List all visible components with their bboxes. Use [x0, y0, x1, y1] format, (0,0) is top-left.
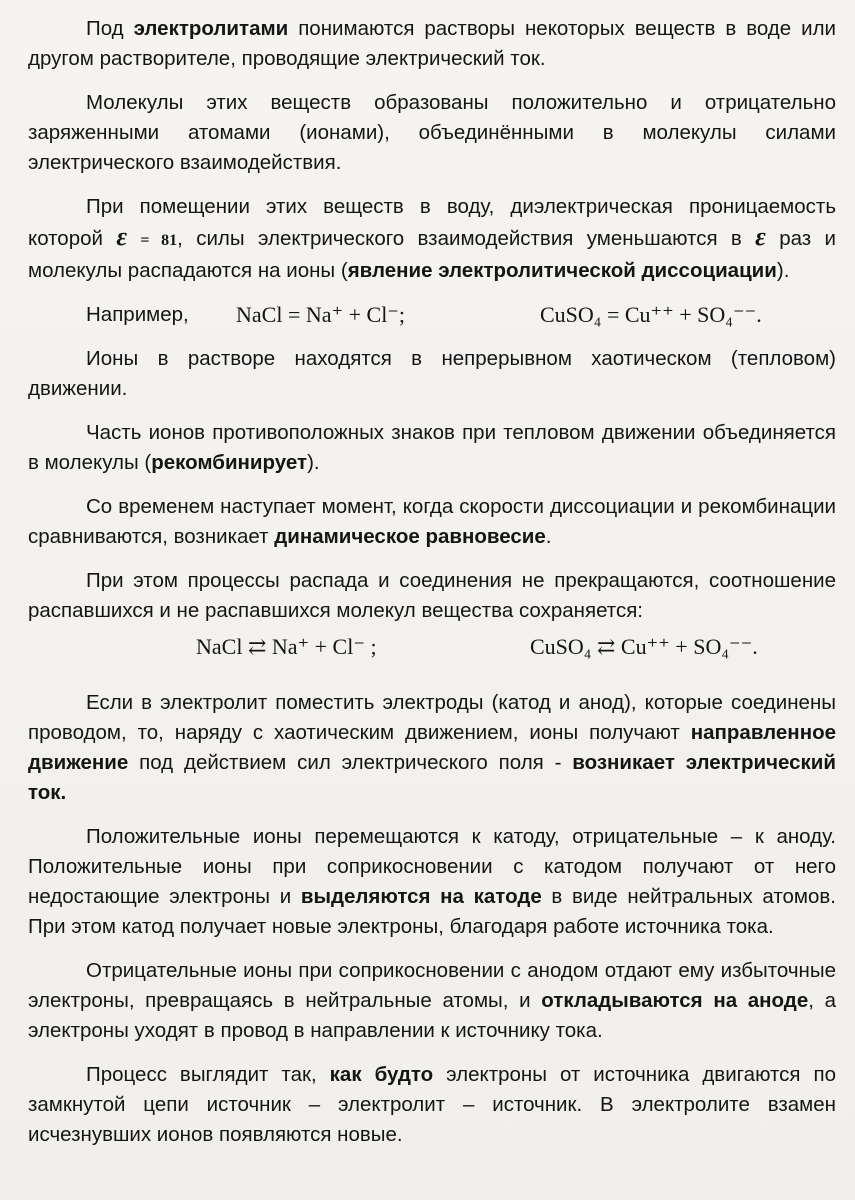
- example-lead: Например,: [86, 303, 189, 326]
- document-body: [28, 14, 836, 1164]
- epsilon-symbol: ε: [755, 222, 766, 251]
- term-deposited-on-anode: откладываются на аноде: [541, 989, 809, 1012]
- paragraph-dissociation: При помещении этих веществ в воду, диэлектрическая проницаемость которой ε = 81, силы электрического взаимодействия уменьшаются в ε раз и молекулы распадаются на ионы (явление электролитической диссоциации).: [28, 195, 836, 282]
- epsilon-symbol: ε: [116, 222, 127, 251]
- paragraph-electrolyte-definition: Под электролитами понимаются растворы некоторых веществ в воде или другом растворителе, проводящие электрический ток.: [28, 17, 836, 70]
- paragraph-electrodes: Если в электролит поместить электроды (катод и анод), которые соединены проводом, то, наряду с хаотическим движением, ионы получают направленное движение под действием сил электрического поля - возникает электрический ток.: [28, 691, 837, 804]
- term-directed-motion: направленное движение: [28, 721, 836, 774]
- paragraph-closed-circuit: Процесс выглядит так, как будто электроны от источника двигаются по замкнутой цепи источник – электролит – источник. В электролите взамен исчезнувших ионов появляются новые.: [28, 1063, 836, 1146]
- paragraph-cathode: Положительные ионы перемещаются к катоду, отрицательные – к аноду. Положительные ионы при соприкосновении с катодом получают от него недостающие электроны и выделяются на катоде в виде нейтральных атомов. При этом катод получает новые электроны, благодаря работе источника тока.: [28, 825, 836, 938]
- term-deposited-on-cathode: выделяются на катоде: [300, 885, 542, 908]
- equation-nacl-equilibrium: NaCl ⇄ Na⁺ + Cl⁻ ;: [196, 634, 377, 659]
- paragraph-anode: Отрицательные ионы при соприкосновении с анодом отдают ему избыточные электроны, превращаясь в нейтральные атомы, и откладываются на аноде, а электроны уходят в провод в направлении к источнику тока.: [28, 959, 837, 1042]
- term-electrolytic-dissociation: явление электролитической диссоциации: [347, 259, 777, 282]
- term-dynamic-equilibrium: динамическое равновесие: [274, 525, 546, 548]
- term-recombines: рекомбинирует: [151, 451, 308, 474]
- paragraph-ratio-preserved: При этом процессы распада и соединения не прекращаются, соотношение распавшихся и не распавшихся молекул вещества сохраняется:: [28, 569, 836, 622]
- equation-cuso4-equilibrium: CuSO₄ ⇄ Cu⁺⁺ + SO₄⁻⁻.: [530, 634, 758, 659]
- paragraph-molecule-structure: Молекулы этих веществ образованы положительно и отрицательно заряженными атомами (ионами), объединёнными в молекулы силами электрического взаимодействия.: [28, 91, 836, 174]
- term-as-if: как будто: [329, 1063, 434, 1086]
- paragraph-ion-motion: Ионы в растворе находятся в непрерывном хаотическом (тепловом) движении.: [28, 347, 836, 400]
- epsilon-value: = 81: [140, 232, 178, 249]
- term-electric-current: возникает электрический ток.: [28, 751, 837, 804]
- paragraph-dynamic-equilibrium: Со временем наступает момент, когда скорости диссоциации и рекомбинации сравниваются, возникает динамическое равновесие.: [28, 495, 836, 548]
- example-equations: [28, 300, 836, 334]
- paragraph-recombination: Часть ионов противоположных знаков при тепловом движении объединяется в молекулы (рекомбинирует).: [28, 421, 836, 474]
- equation-nacl-dissociation: NaCl = Na⁺ + Cl⁻;: [236, 302, 406, 327]
- equilibrium-equations: [28, 632, 836, 666]
- equation-cuso4-dissociation: CuSO₄ = Cu⁺⁺ + SO₄⁻⁻.: [540, 302, 762, 327]
- term-electrolytes: электролитами: [133, 17, 289, 40]
